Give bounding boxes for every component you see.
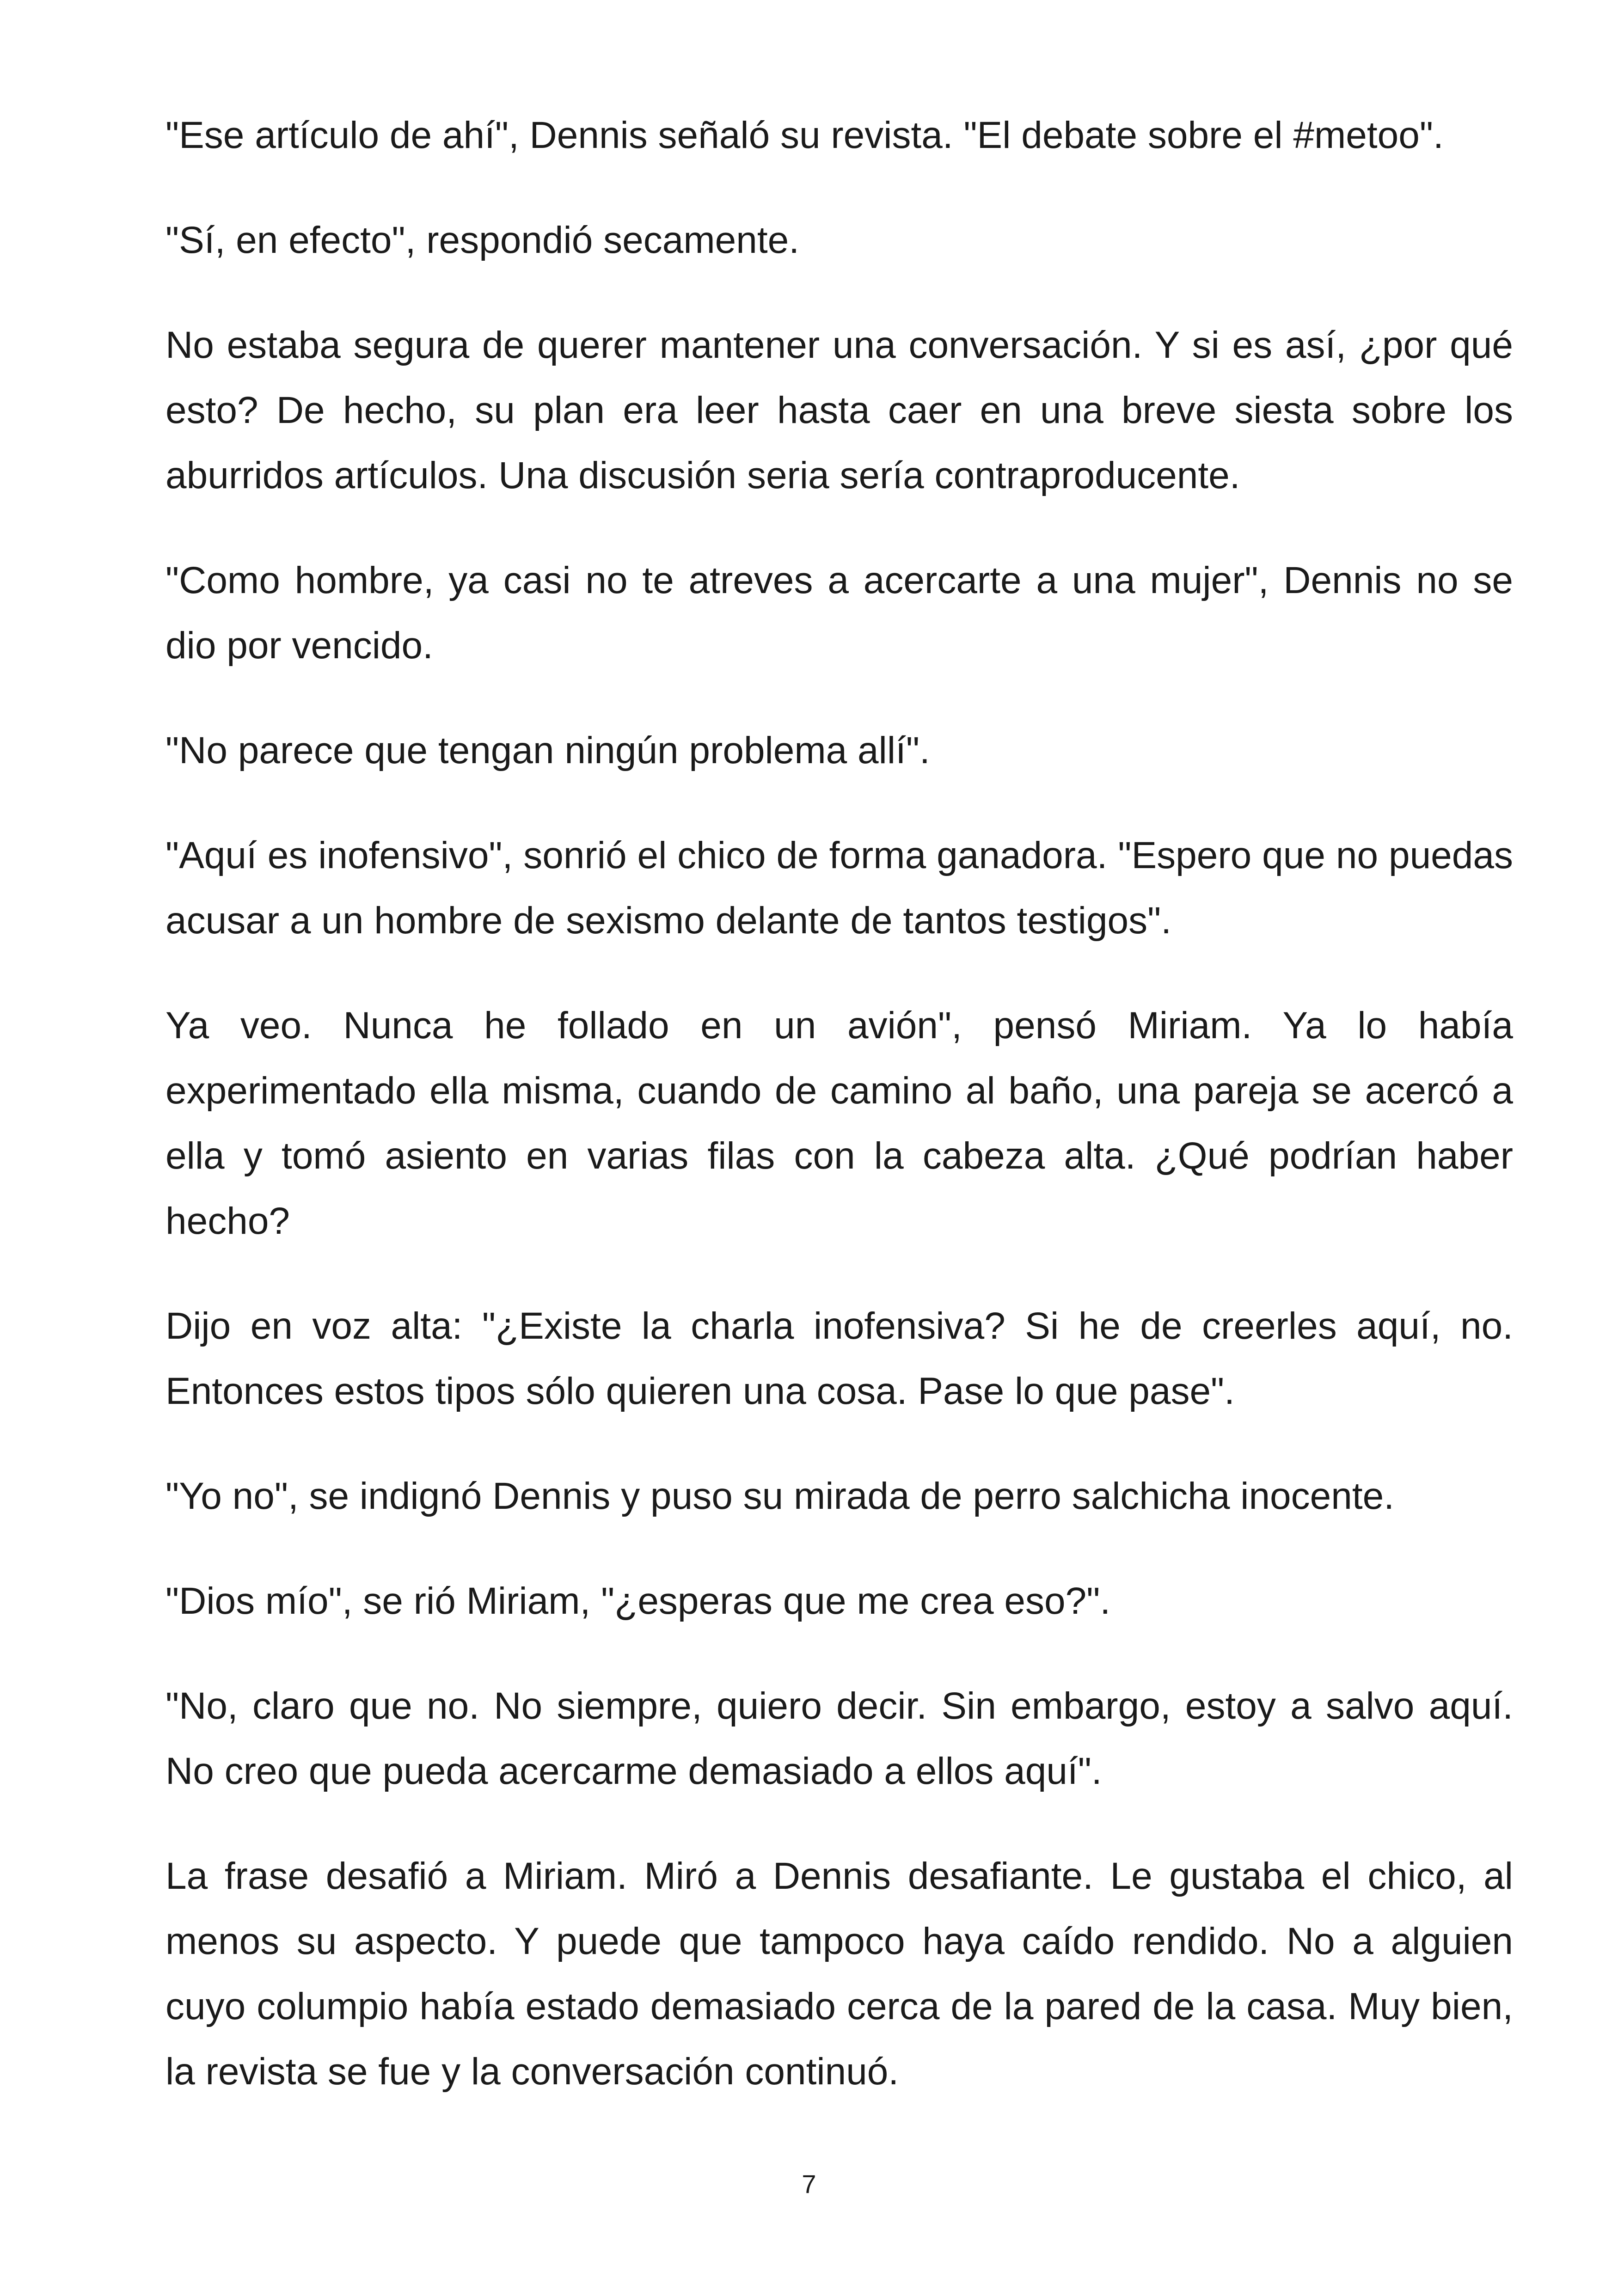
- body-text: [165, 103, 1513, 2144]
- paragraph-5: "No parece que tengan ningún problema allí".: [165, 729, 930, 771]
- paragraph-1: "Ese artículo de ahí", Dennis señaló su revista. "El debate sobre el #metoo".: [165, 114, 1444, 156]
- page-number: 7: [802, 2169, 816, 2198]
- paragraph-6: "Aquí es inofensivo", sonrió el chico de forma ganadora. "Espero que no puedas acusar a un hombre de sexismo delante de tantos testigos".: [165, 834, 1513, 942]
- paragraph-8: Dijo en voz alta: "¿Existe la charla inofensiva? Si he de creerles aquí, no. Entonces estos tipos sólo quieren una cosa. Pase lo que pase".: [165, 1305, 1513, 1412]
- paragraph-3: No estaba segura de querer mantener una conversación. Y si es así, ¿por qué esto? De hecho, su plan era leer hasta caer en una breve siesta sobre los aburridos artículos. Una discusión seria sería contraproducente.: [165, 324, 1513, 496]
- paragraph-4: "Como hombre, ya casi no te atreves a acercarte a una mujer", Dennis no se dio por vencido.: [165, 559, 1513, 667]
- paragraph-9: "Yo no", se indignó Dennis y puso su mirada de perro salchicha inocente.: [165, 1475, 1395, 1517]
- paragraph-12: La frase desafió a Miriam. Miró a Dennis desafiante. Le gustaba el chico, al menos su aspecto. Y puede que tampoco haya caído rendido. No a alguien cuyo columpio había estado demasiado cerca de la pared de la casa. Muy bien, la revista se fue y la conversación continuó.: [165, 1855, 1513, 2093]
- paragraph-11: "No, claro que no. No siempre, quiero decir. Sin embargo, estoy a salvo aquí. No creo que pueda acercarme demasiado a ellos aquí".: [165, 1685, 1513, 1792]
- paragraph-2: "Sí, en efecto", respondió secamente.: [165, 219, 800, 261]
- paragraph-7: Ya veo. Nunca he follado en un avión", pensó Miriam. Ya lo había experimentado ella misma, cuando de camino al baño, una pareja se acercó a ella y tomó asiento en varias filas con la cabeza alta. ¿Qué podrían haber hecho?: [165, 1004, 1513, 1242]
- paragraph-10: "Dios mío", se rió Miriam, "¿esperas que me crea eso?".: [165, 1580, 1111, 1622]
